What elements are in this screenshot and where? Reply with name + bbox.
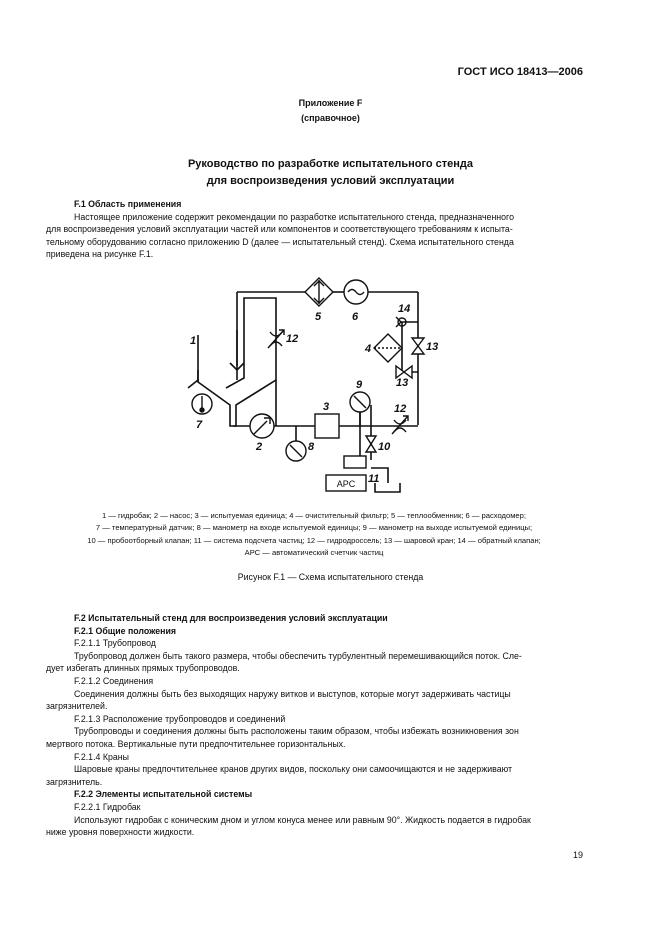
label-tank: 1 bbox=[190, 335, 197, 347]
label-ball-valve-h: 13 bbox=[396, 377, 409, 389]
section-f1-line: приведена на рисунке F.1. bbox=[46, 249, 154, 260]
test-unit-box bbox=[315, 414, 339, 438]
section-f1-heading: F.1 Область применения bbox=[74, 199, 182, 209]
clause-text: мертвого потока. Вертикальные пути предпочтительнее горизонтальных. bbox=[46, 738, 346, 749]
section-f1-line: Настоящее приложение содержит рекомендации по разработке испытательного стенда, предназначенного bbox=[74, 211, 514, 222]
document-code: ГОСТ ИСО 18413—2006 bbox=[457, 66, 583, 78]
filter-icon bbox=[374, 334, 402, 362]
label-inlet-gauge: 8 bbox=[308, 441, 315, 453]
label-filter: 4 bbox=[365, 343, 372, 355]
apc-label: АРС bbox=[336, 479, 356, 489]
pump-icon bbox=[250, 414, 274, 438]
label-temp-sensor: 7 bbox=[196, 419, 203, 431]
clause-text: Шаровые краны предпочтительнее кранов других видов, поскольку они самоочищаются и не задерживают bbox=[74, 764, 513, 775]
clause-text: дует избегать длинных прямых трубопроводов. bbox=[46, 663, 240, 674]
section-f1 bbox=[46, 198, 582, 261]
section-f2-heading: F.2 Испытательный стенд для воспроизведения условий эксплуатации bbox=[74, 613, 388, 623]
legend-line: 10 — пробоотборный клапан; 11 — система подсчета частиц; 12 — гидродроссель; 13 — шаровой кран; 14 — обратный клапан; bbox=[87, 535, 541, 545]
clause-text: Соединения должны быть без выходящих наружу витков и выступов, которые могут задерживать частицы bbox=[74, 688, 511, 699]
inlet-pressure-gauge-icon bbox=[286, 441, 306, 461]
clause-f2-2-1-heading: F.2.2.1 Гидробак bbox=[74, 801, 141, 812]
label-flowmeter: 6 bbox=[352, 311, 359, 323]
legend-line: 1 — гидробак; 2 — насос; 3 — испытуемая единица; 4 — очистительный фильтр; 5 — теплообменник; 6 — расходомер; bbox=[102, 511, 526, 520]
section-f2 bbox=[46, 612, 582, 839]
sampling-valve-icon bbox=[366, 436, 376, 452]
page-number: 19 bbox=[572, 850, 583, 860]
annex-type: (справочное) bbox=[301, 113, 360, 123]
throttle-lower-icon bbox=[392, 416, 408, 434]
clause-text: ниже уровня поверхности жидкости. bbox=[46, 827, 195, 838]
temperature-sensor-icon bbox=[192, 394, 212, 414]
label-ball-valve-v: 13 bbox=[426, 341, 439, 353]
flowmeter-icon bbox=[344, 280, 368, 304]
clause-f2-1-1-heading: F.2.1.1 Трубопровод bbox=[74, 638, 156, 649]
section-f1-line: для воспроизведения условий эксплуатации частей или компонентов и соответствующего требованиям к испыта- bbox=[46, 224, 513, 235]
subsection-f22-heading: F.2.2 Элементы испытательной системы bbox=[74, 789, 253, 800]
legend-line: 7 — температурный датчик; 8 — манометр на входе испытуемой единицы; 9 — манометр на выходе испытуемой единицы; bbox=[95, 523, 533, 533]
outlet-pressure-gauge-icon bbox=[350, 392, 370, 412]
label-throttle-lower: 12 bbox=[394, 403, 407, 415]
clause-text: загрязнитель. bbox=[46, 776, 103, 787]
label-test-unit: 3 bbox=[323, 401, 330, 413]
clause-f2-1-3-heading: F.2.1.3 Расположение трубопроводов и соединений bbox=[74, 713, 286, 724]
label-heat-exchanger: 5 bbox=[315, 311, 322, 323]
legend-line: АРС — автоматический счетчик частиц bbox=[244, 548, 384, 558]
particle-counter-box bbox=[326, 456, 366, 491]
pipe-filter-branch bbox=[402, 322, 418, 372]
section-f1-line: тельному оборудованию согласно приложению D (далее — испытательный стенд). Схема испытательного стенда bbox=[46, 236, 514, 247]
subsection-f21-heading: F.2.1 Общие положения bbox=[74, 625, 177, 636]
label-counter-system: 11 bbox=[368, 473, 380, 485]
clause-text: Трубопровод должен быть такого размера, чтобы обеспечить турбулентный перемешивающийся поток. Сле- bbox=[74, 650, 522, 661]
label-throttle-upper: 12 bbox=[286, 333, 299, 345]
figure-legend bbox=[54, 510, 574, 560]
clause-text: загрязнителей. bbox=[46, 701, 108, 712]
label-sampling-valve: 10 bbox=[378, 441, 391, 453]
title-line-2: для воспроизведения условий эксплуатации bbox=[206, 175, 455, 187]
pipe-temp bbox=[188, 380, 198, 388]
title-line-1: Руководство по разработке испытательного стенда bbox=[187, 158, 474, 170]
clause-text: Используют гидробак с коническим дном и углом конуса менее или равным 90°. Жидкость подается в гидробак bbox=[74, 814, 531, 825]
label-check-valve: 14 bbox=[398, 303, 411, 315]
test-bench-schematic bbox=[180, 270, 460, 500]
annex-heading bbox=[0, 96, 661, 126]
label-outlet-gauge: 9 bbox=[356, 379, 363, 391]
ball-valve-vertical-icon bbox=[412, 338, 424, 354]
figure-caption: Рисунок F.1 — Схема испытательного стенда bbox=[237, 572, 424, 582]
clause-text: Трубопроводы и соединения должны быть расположены таким образом, чтобы избежать возникновения зон bbox=[74, 726, 519, 737]
heat-exchanger-icon bbox=[305, 278, 333, 306]
annex-main-title bbox=[0, 156, 661, 190]
annex-title: Приложение F bbox=[298, 98, 363, 108]
clause-f2-1-2-heading: F.2.1.2 Соединения bbox=[74, 675, 154, 686]
label-pump: 2 bbox=[256, 441, 263, 453]
clause-f2-1-4-heading: F.2.1.4 Краны bbox=[74, 751, 129, 762]
